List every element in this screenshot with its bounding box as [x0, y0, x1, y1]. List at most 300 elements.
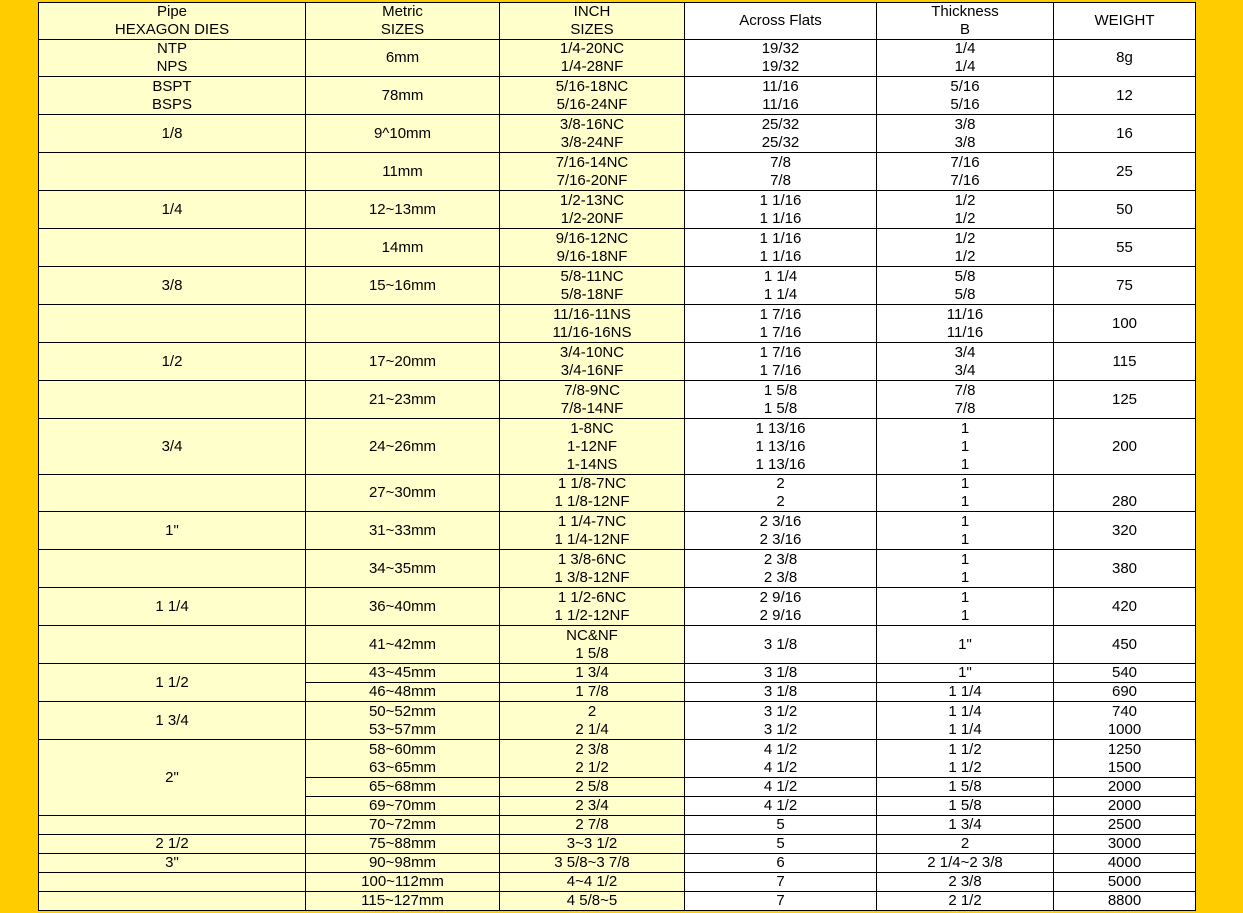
cell-line: 11/16: [946, 323, 984, 341]
cell-line: 3 1/2: [763, 702, 798, 720]
cell-weight: 25: [1054, 153, 1196, 191]
cell-inch-size: [500, 475, 685, 512]
cell-weight: 420: [1054, 588, 1196, 626]
cell-inch-size: [500, 512, 685, 550]
cell-inch-size: 4 5/8~5: [500, 892, 685, 911]
cell-metric-size: 31~33mm: [306, 512, 500, 550]
cell-line: 1 7/16: [759, 361, 802, 379]
cell-line: 1: [960, 606, 970, 624]
cell-weight: 280: [1054, 475, 1196, 512]
cell-line: 1 1/16: [759, 229, 802, 247]
cell-pipe-hexagon-dies: 1/4: [39, 191, 306, 229]
cell-line: 1 7/16: [759, 343, 802, 361]
cell-line: 7/8-14NF: [560, 399, 624, 417]
cell-line: 1: [960, 419, 970, 437]
table-row: [39, 115, 1196, 153]
cell-metric-size: 78mm: [306, 77, 500, 115]
cell-line: 1 1/4: [948, 702, 982, 720]
header-inch-size: [500, 3, 685, 40]
cell-thickness-b: [877, 419, 1054, 475]
cell-line: 3/8-16NC: [559, 115, 625, 133]
cell-line: 58~60mm: [368, 740, 437, 758]
cell-thickness-b: [877, 343, 1054, 381]
cell-line: 1 1/4: [763, 285, 798, 303]
cell-line: 3/4: [954, 361, 976, 379]
cell-metric-size: [306, 702, 500, 740]
table-row: [39, 419, 1196, 475]
cell-inch-size: 2 5/8: [500, 778, 685, 797]
cell-line: 9/16-18NF: [556, 247, 628, 265]
cell-across-flats: [685, 115, 877, 153]
cell-pipe-hexagon-dies: 3/8: [39, 267, 306, 305]
cell-inch-size: [500, 77, 685, 115]
cell-weight: 540: [1054, 664, 1196, 683]
cell-weight: 115: [1054, 343, 1196, 381]
cell-across-flats: [685, 550, 877, 588]
cell-line: 2 3/8: [763, 550, 798, 568]
cell-inch-size: [500, 191, 685, 229]
cell-line: 1 1/4: [763, 267, 798, 285]
cell-line: 1: [960, 568, 970, 586]
header-line: Across Flats: [739, 12, 822, 29]
cell-thickness-b: 2 3/8: [877, 873, 1054, 892]
cell-pipe-hexagon-dies: 2": [39, 740, 306, 816]
header-line: Metric: [382, 3, 423, 20]
cell-weight: 125: [1054, 381, 1196, 419]
cell-line: 1 1/8-12NF: [554, 493, 630, 510]
table-row: [39, 702, 1196, 740]
cell-weight: 2500: [1054, 816, 1196, 835]
cell-line: 4 1/2: [763, 758, 798, 776]
cell-across-flats: [685, 153, 877, 191]
header-line: SIZES: [570, 21, 614, 38]
cell-line: 1 1/2-6NC: [557, 588, 627, 606]
cell-metric-size: 65~68mm: [306, 778, 500, 797]
cell-across-flats: [685, 740, 877, 778]
cell-thickness-b: [877, 229, 1054, 267]
cell-line: 2 1/2: [575, 758, 609, 776]
cell-inch-size: [500, 740, 685, 778]
cell-line: 1 13/16: [755, 419, 806, 437]
die-size-table: [38, 2, 1196, 911]
cell-pipe-hexagon-dies: 1 1/4: [39, 588, 306, 626]
cell-thickness-b: [877, 381, 1054, 419]
cell-line: 1/2: [954, 209, 976, 227]
cell-line: 3/4-10NC: [559, 343, 625, 361]
cell-line: 1000: [1107, 720, 1142, 738]
cell-line: 5/8: [954, 285, 976, 303]
cell-line: 5/16: [950, 77, 980, 95]
cell-line: 5/16-18NC: [555, 77, 629, 95]
cell-inch-size: [500, 550, 685, 588]
header-across-flats: [685, 3, 877, 40]
cell-metric-size: 24~26mm: [306, 419, 500, 475]
cell-metric-size: 21~23mm: [306, 381, 500, 419]
cell-across-flats: [685, 475, 877, 512]
header-thickness-b: [877, 3, 1054, 40]
cell-weight: 4000: [1054, 854, 1196, 873]
cell-line: 1: [960, 455, 970, 473]
cell-thickness-b: [877, 40, 1054, 77]
header-line: Pipe: [156, 3, 188, 20]
table-row: [39, 550, 1196, 588]
cell-inch-size: [500, 381, 685, 419]
cell-weight: [1054, 740, 1196, 778]
cell-line: 1: [960, 550, 970, 568]
cell-line: 7/8: [954, 381, 976, 399]
cell-metric-size: 34~35mm: [306, 550, 500, 588]
cell-weight: 5000: [1054, 873, 1196, 892]
cell-metric-size: 6mm: [306, 40, 500, 77]
cell-line: 1 1/2: [948, 758, 982, 776]
table-row: [39, 816, 1196, 835]
cell-weight: 100: [1054, 305, 1196, 343]
cell-line: 2 3/8: [575, 740, 609, 758]
cell-line: 2: [587, 702, 597, 720]
header-row: [39, 3, 1196, 40]
cell-line: 740: [1111, 702, 1138, 720]
cell-thickness-b: 2 1/2: [877, 892, 1054, 911]
cell-line: 1 1/2-12NF: [554, 606, 630, 624]
cell-line: 1 13/16: [755, 437, 806, 455]
die-size-table-sheet: [38, 2, 1195, 910]
cell-pipe-hexagon-dies: [39, 153, 306, 191]
cell-line: 1 1/16: [759, 247, 802, 265]
table-row: [39, 512, 1196, 550]
cell-line: 1/4-28NF: [560, 58, 624, 75]
cell-across-flats: [685, 229, 877, 267]
cell-across-flats: [685, 77, 877, 115]
table-row: [39, 740, 1196, 778]
cell-thickness-b: [877, 550, 1054, 588]
cell-line: 9/16-12NC: [555, 229, 629, 247]
cell-line: 1: [960, 530, 970, 548]
cell-line: 1 1/4-12NF: [554, 530, 630, 548]
cell-line: 3/8-24NF: [560, 133, 624, 151]
cell-across-flats: 6: [685, 854, 877, 873]
cell-thickness-b: 2: [877, 835, 1054, 854]
cell-metric-size: 43~45mm: [306, 664, 500, 683]
header-line: Thickness: [931, 3, 999, 20]
cell-line: 11/16: [946, 305, 984, 323]
cell-line: 1/2: [954, 247, 976, 265]
cell-across-flats: 5: [685, 835, 877, 854]
cell-pipe-hexagon-dies: [39, 873, 306, 892]
cell-inch-size: [500, 419, 685, 475]
cell-line: 2 1/4: [575, 720, 609, 738]
cell-line: 1-14NS: [566, 455, 618, 473]
cell-line: 11/16: [762, 77, 799, 95]
cell-line: 1/2: [954, 229, 976, 247]
cell-thickness-b: 1 5/8: [877, 797, 1054, 816]
cell-across-flats: [685, 512, 877, 550]
cell-line: 7/8: [954, 399, 976, 417]
cell-thickness-b: [877, 475, 1054, 512]
cell-thickness-b: 2 1/4~2 3/8: [877, 854, 1054, 873]
cell-pipe-hexagon-dies: [39, 77, 306, 115]
cell-line: 1 1/2: [948, 740, 982, 758]
cell-metric-size: [306, 305, 500, 343]
cell-across-flats: [685, 381, 877, 419]
cell-weight: [1054, 702, 1196, 740]
cell-line: 1-8NC: [570, 419, 614, 437]
header-line: B: [959, 21, 970, 38]
cell-line: 63~65mm: [368, 758, 437, 776]
cell-metric-size: 46~48mm: [306, 683, 500, 702]
table-row: [39, 191, 1196, 229]
cell-metric-size: 41~42mm: [306, 626, 500, 664]
cell-thickness-b: [877, 512, 1054, 550]
cell-line: BSPS: [151, 95, 193, 113]
header-metric-size: [306, 3, 500, 40]
cell-across-flats: 7: [685, 873, 877, 892]
cell-line: 5/16-24NF: [556, 95, 628, 113]
cell-inch-size: 1 3/4: [500, 664, 685, 683]
cell-pipe-hexagon-dies: 1 3/4: [39, 702, 306, 740]
cell-line: 1 5/8: [575, 644, 609, 662]
cell-thickness-b: 1": [877, 626, 1054, 664]
cell-pipe-hexagon-dies: [39, 550, 306, 588]
cell-line: NC&NF: [566, 626, 618, 644]
table-row: [39, 588, 1196, 626]
cell-across-flats: [685, 702, 877, 740]
cell-line: 1500: [1107, 758, 1142, 776]
cell-pipe-hexagon-dies: [39, 40, 306, 77]
cell-line: 5/16: [950, 95, 980, 113]
cell-pipe-hexagon-dies: [39, 892, 306, 911]
cell-pipe-hexagon-dies: 1/2: [39, 343, 306, 381]
cell-across-flats: [685, 305, 877, 343]
cell-line: 1 5/8: [763, 399, 798, 417]
cell-line: 1 1/16: [759, 209, 802, 227]
cell-pipe-hexagon-dies: [39, 816, 306, 835]
cell-pipe-hexagon-dies: 1 1/2: [39, 664, 306, 702]
cell-inch-size: [500, 40, 685, 77]
cell-inch-size: [500, 267, 685, 305]
cell-line: 11/16-16NS: [552, 323, 632, 341]
cell-thickness-b: [877, 588, 1054, 626]
header-line: WEIGHT: [1094, 12, 1155, 29]
cell-pipe-hexagon-dies: 3": [39, 854, 306, 873]
cell-weight: 16: [1054, 115, 1196, 153]
cell-inch-size: [500, 588, 685, 626]
cell-across-flats: [685, 343, 877, 381]
cell-line: 7/16-20NF: [556, 171, 628, 189]
cell-line: 3/8: [954, 133, 976, 151]
cell-weight: 200: [1054, 419, 1196, 475]
cell-line: 1 3/8-12NF: [554, 568, 630, 586]
cell-weight: 8g: [1054, 40, 1196, 77]
table-row: [39, 153, 1196, 191]
cell-weight: 55: [1054, 229, 1196, 267]
cell-inch-size: [500, 153, 685, 191]
cell-line: 2 3/16: [759, 512, 802, 530]
cell-across-flats: [685, 267, 877, 305]
cell-line: 3 1/2: [763, 720, 798, 738]
cell-weight: 12: [1054, 77, 1196, 115]
cell-pipe-hexagon-dies: 1/8: [39, 115, 306, 153]
cell-line: 19/32: [761, 58, 800, 75]
cell-inch-size: [500, 702, 685, 740]
cell-thickness-b: [877, 115, 1054, 153]
cell-line: 1/2-20NF: [560, 209, 624, 227]
cell-inch-size: 2 3/4: [500, 797, 685, 816]
table-row: [39, 381, 1196, 419]
table-row: [39, 77, 1196, 115]
cell-line: 2 3/8: [763, 568, 798, 586]
cell-weight: 50: [1054, 191, 1196, 229]
cell-pipe-hexagon-dies: 3/4: [39, 419, 306, 475]
cell-inch-size: [500, 343, 685, 381]
cell-line: 7/8: [770, 171, 791, 189]
cell-weight: 8800: [1054, 892, 1196, 911]
cell-line: 1250: [1107, 740, 1142, 758]
cell-line: 3/4-16NF: [560, 361, 624, 379]
cell-metric-size: 12~13mm: [306, 191, 500, 229]
cell-thickness-b: [877, 191, 1054, 229]
cell-line: 1: [960, 437, 970, 455]
cell-pipe-hexagon-dies: [39, 475, 306, 512]
cell-inch-size: [500, 305, 685, 343]
cell-across-flats: [685, 588, 877, 626]
cell-line: 5/8: [954, 267, 976, 285]
cell-across-flats: 3 1/8: [685, 683, 877, 702]
cell-line: 1: [960, 475, 970, 492]
cell-metric-size: 11mm: [306, 153, 500, 191]
cell-line: 5/8-18NF: [560, 285, 624, 303]
cell-metric-size: 17~20mm: [306, 343, 500, 381]
cell-line: 1: [960, 512, 970, 530]
table-row: [39, 343, 1196, 381]
cell-inch-size: [500, 115, 685, 153]
cell-metric-size: [306, 740, 500, 778]
cell-thickness-b: 1 3/4: [877, 816, 1054, 835]
cell-weight: 2000: [1054, 797, 1196, 816]
cell-line: 1-12NF: [566, 437, 618, 455]
cell-across-flats: [685, 40, 877, 77]
cell-line: 3/4: [954, 343, 976, 361]
cell-line: 2: [776, 493, 785, 510]
cell-thickness-b: 1 5/8: [877, 778, 1054, 797]
cell-line: 2 9/16: [759, 606, 802, 624]
cell-inch-size: 4~4 1/2: [500, 873, 685, 892]
cell-inch-size: [500, 229, 685, 267]
cell-inch-size: 1 7/8: [500, 683, 685, 702]
header-line: HEXAGON DIES: [114, 21, 230, 38]
cell-metric-size: 70~72mm: [306, 816, 500, 835]
table-row: [39, 835, 1196, 854]
table-row: [39, 873, 1196, 892]
cell-line: 2 9/16: [759, 588, 802, 606]
cell-pipe-hexagon-dies: 1": [39, 512, 306, 550]
cell-line: 50~52mm: [368, 702, 437, 720]
cell-line: 1/4: [954, 40, 976, 57]
cell-inch-size: 2 7/8: [500, 816, 685, 835]
cell-line: 1/2: [954, 191, 976, 209]
cell-line: 11/16: [762, 95, 799, 113]
table-row: [39, 664, 1196, 683]
cell-metric-size: 15~16mm: [306, 267, 500, 305]
cell-weight: 75: [1054, 267, 1196, 305]
cell-thickness-b: [877, 153, 1054, 191]
header-line: INCH: [573, 3, 611, 20]
cell-weight: 320: [1054, 512, 1196, 550]
cell-metric-size: 75~88mm: [306, 835, 500, 854]
cell-line: 1 5/8: [763, 381, 798, 399]
cell-line: 25/32: [761, 133, 800, 151]
cell-line: 2: [776, 475, 785, 492]
cell-line: 7/16: [950, 153, 980, 171]
cell-line: 1: [960, 588, 970, 606]
cell-thickness-b: 1 1/4: [877, 683, 1054, 702]
cell-line: 25/32: [761, 115, 800, 133]
cell-across-flats: 3 1/8: [685, 626, 877, 664]
cell-line: 1 3/8-6NC: [557, 550, 627, 568]
cell-line: 1 1/4: [948, 720, 982, 738]
cell-across-flats: 4 1/2: [685, 778, 877, 797]
header-pipe-hexagon-dies: [39, 3, 306, 40]
cell-weight: 690: [1054, 683, 1196, 702]
cell-across-flats: [685, 419, 877, 475]
table-row: [39, 40, 1196, 77]
cell-line: 3/8: [954, 115, 976, 133]
cell-line: NPS: [156, 58, 188, 75]
cell-metric-size: 115~127mm: [306, 892, 500, 911]
cell-line: 5/8-11NC: [560, 267, 624, 285]
cell-line: 7/8: [770, 153, 791, 171]
cell-metric-size: 100~112mm: [306, 873, 500, 892]
header-weight: [1054, 3, 1196, 40]
cell-line: 1 1/4-7NC: [557, 512, 627, 530]
cell-across-flats: 7: [685, 892, 877, 911]
table-row: [39, 229, 1196, 267]
cell-line: 2 3/16: [759, 530, 802, 548]
cell-line: 1 7/16: [759, 305, 802, 323]
cell-pipe-hexagon-dies: 2 1/2: [39, 835, 306, 854]
cell-across-flats: [685, 191, 877, 229]
cell-thickness-b: [877, 305, 1054, 343]
cell-across-flats: 4 1/2: [685, 797, 877, 816]
table-row: [39, 892, 1196, 911]
cell-line: 1/4-20NC: [559, 40, 625, 57]
cell-metric-size: 69~70mm: [306, 797, 500, 816]
cell-metric-size: 36~40mm: [306, 588, 500, 626]
cell-line: 11/16-11NS: [553, 305, 631, 323]
cell-line: 7/16-14NC: [555, 153, 629, 171]
cell-pipe-hexagon-dies: [39, 626, 306, 664]
cell-metric-size: 27~30mm: [306, 475, 500, 512]
table-row: [39, 854, 1196, 873]
cell-across-flats: 3 1/8: [685, 664, 877, 683]
cell-pipe-hexagon-dies: [39, 381, 306, 419]
cell-thickness-b: 1": [877, 664, 1054, 683]
cell-pipe-hexagon-dies: [39, 305, 306, 343]
cell-line: 7/16: [950, 171, 980, 189]
cell-thickness-b: [877, 740, 1054, 778]
cell-inch-size: [500, 626, 685, 664]
cell-line: 4 1/2: [763, 740, 798, 758]
cell-line: 1 1/16: [759, 191, 802, 209]
cell-line: 19/32: [761, 40, 800, 57]
cell-thickness-b: [877, 77, 1054, 115]
cell-thickness-b: [877, 267, 1054, 305]
table-row: [39, 626, 1196, 664]
cell-thickness-b: [877, 702, 1054, 740]
cell-line: 1: [960, 493, 970, 510]
cell-across-flats: 5: [685, 816, 877, 835]
cell-metric-size: 14mm: [306, 229, 500, 267]
cell-weight: 2000: [1054, 778, 1196, 797]
